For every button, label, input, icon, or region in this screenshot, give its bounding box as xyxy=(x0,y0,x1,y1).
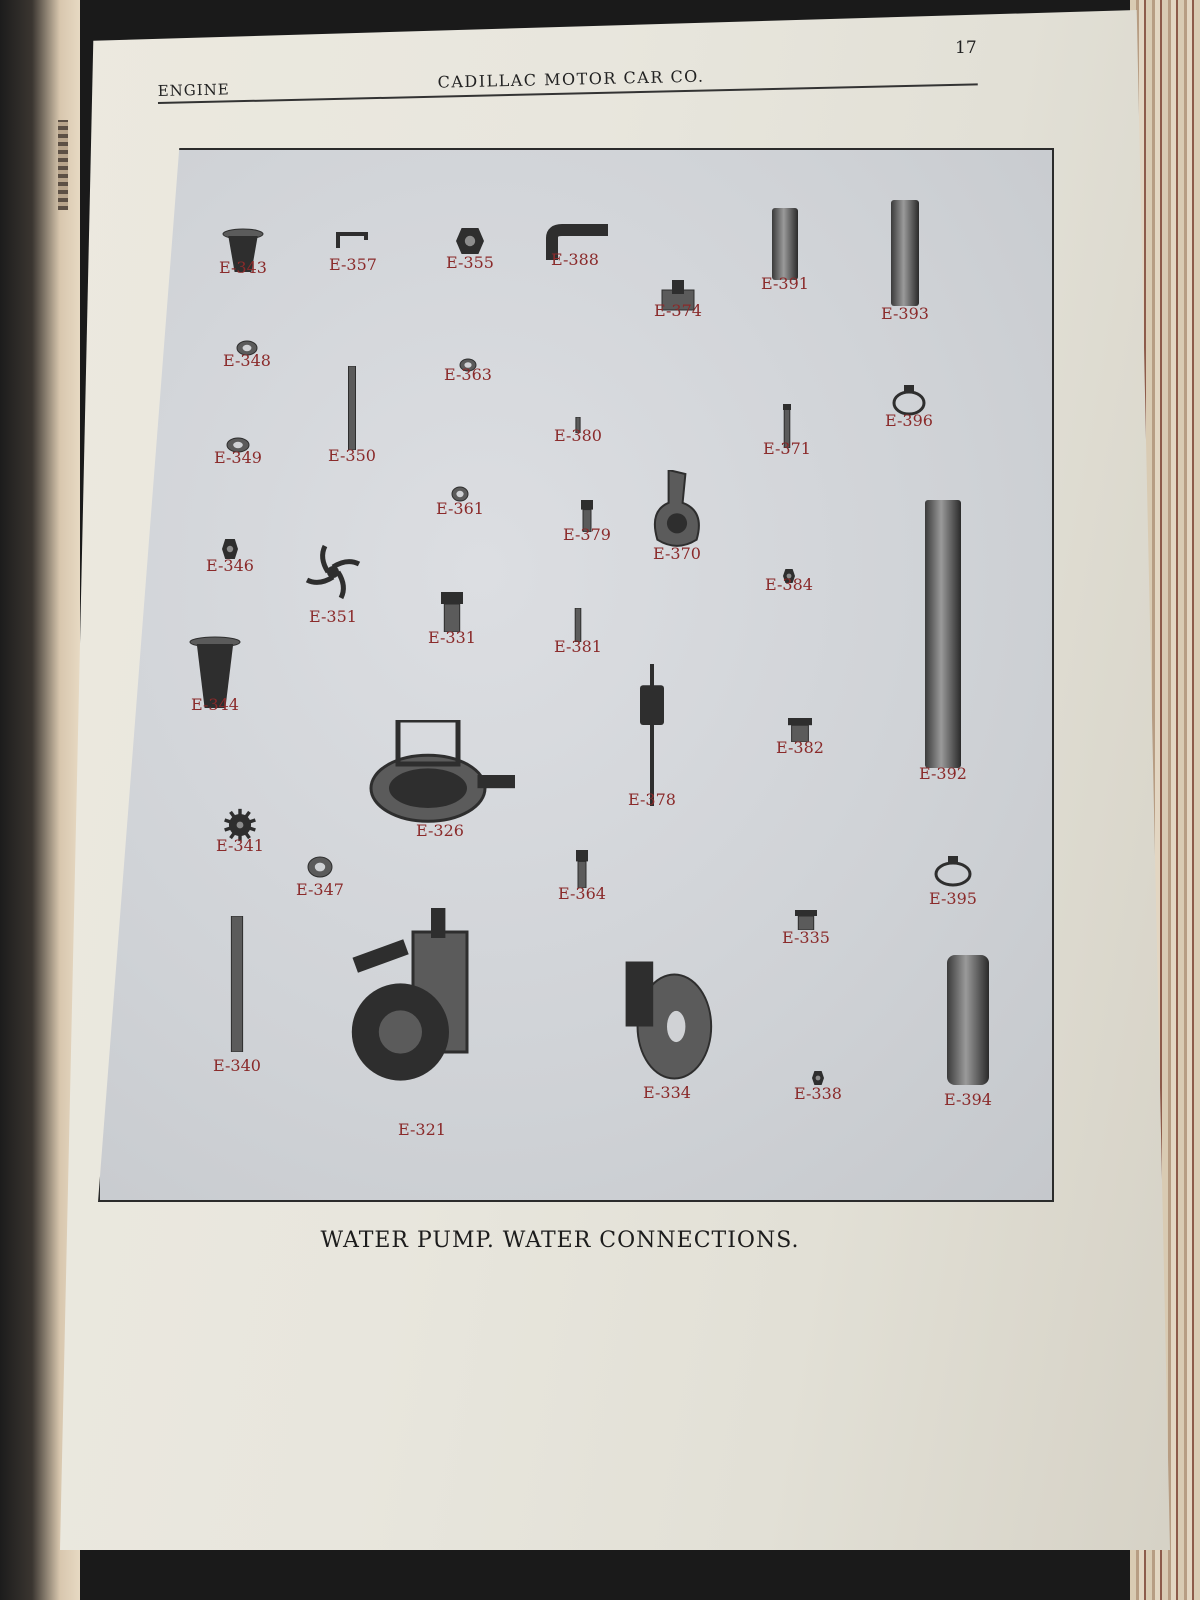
part-label: E-393 xyxy=(881,304,929,323)
part-label: E-348 xyxy=(223,351,271,370)
impeller-illustration xyxy=(292,542,374,606)
part-label: E-344 xyxy=(191,695,239,714)
part-label: E-346 xyxy=(206,556,254,575)
shaft-illustration xyxy=(347,366,357,454)
part-label: E-364 xyxy=(558,884,606,903)
part-label: E-395 xyxy=(929,889,977,908)
part-label: E-361 xyxy=(436,499,484,518)
hose-section-illustration xyxy=(772,208,798,284)
water-pump-assembly-illustration xyxy=(332,908,512,1112)
part-label: E-338 xyxy=(794,1084,842,1103)
part-label: E-394 xyxy=(944,1090,992,1109)
hose-section-illustration xyxy=(891,200,919,310)
part-label: E-371 xyxy=(763,439,811,458)
part-label: E-341 xyxy=(216,836,264,855)
part-label: E-396 xyxy=(885,411,933,430)
part-label: E-380 xyxy=(554,426,602,445)
pump-shaft-illustration xyxy=(637,664,667,810)
part-label: E-381 xyxy=(554,637,602,656)
part-label: E-357 xyxy=(329,255,377,274)
part-label: E-343 xyxy=(219,258,267,277)
part-label: E-349 xyxy=(214,448,262,467)
part-label: E-392 xyxy=(919,764,967,783)
binding-stitching xyxy=(58,120,68,210)
part-label: E-378 xyxy=(628,790,676,809)
hose-clamp-illustration xyxy=(933,856,973,892)
part-label: E-379 xyxy=(563,525,611,544)
company-name: CADILLAC MOTOR CAR CO. xyxy=(437,66,705,92)
part-label: E-326 xyxy=(416,821,464,840)
part-label: E-391 xyxy=(761,274,809,293)
long-hose-illustration xyxy=(925,500,961,772)
part-label: E-321 xyxy=(398,1120,446,1139)
part-label: E-351 xyxy=(309,607,357,626)
page-number: 17 xyxy=(955,38,977,58)
hose-illustration xyxy=(947,955,989,1089)
part-label: E-374 xyxy=(654,301,702,320)
part-label: E-384 xyxy=(765,575,813,594)
part-label: E-355 xyxy=(446,253,494,272)
pump-housing-illustration xyxy=(365,720,515,834)
part-label: E-335 xyxy=(782,928,830,947)
rod-illustration xyxy=(229,916,245,1056)
part-label: E-350 xyxy=(328,446,376,465)
part-label: E-388 xyxy=(551,250,599,269)
part-label: E-382 xyxy=(776,738,824,757)
plate-caption: WATER PUMP. WATER CONNECTIONS. xyxy=(320,1228,800,1253)
section-label: ENGINE xyxy=(157,80,230,101)
part-label: E-363 xyxy=(444,365,492,384)
part-label: E-340 xyxy=(213,1056,261,1075)
bracket-illustration xyxy=(336,230,370,254)
part-label: E-334 xyxy=(643,1083,691,1102)
part-label: E-347 xyxy=(296,880,344,899)
part-label: E-331 xyxy=(428,628,476,647)
part-label: E-370 xyxy=(653,544,701,563)
washer-illustration xyxy=(307,856,333,882)
pump-cover-illustration xyxy=(621,955,713,1089)
